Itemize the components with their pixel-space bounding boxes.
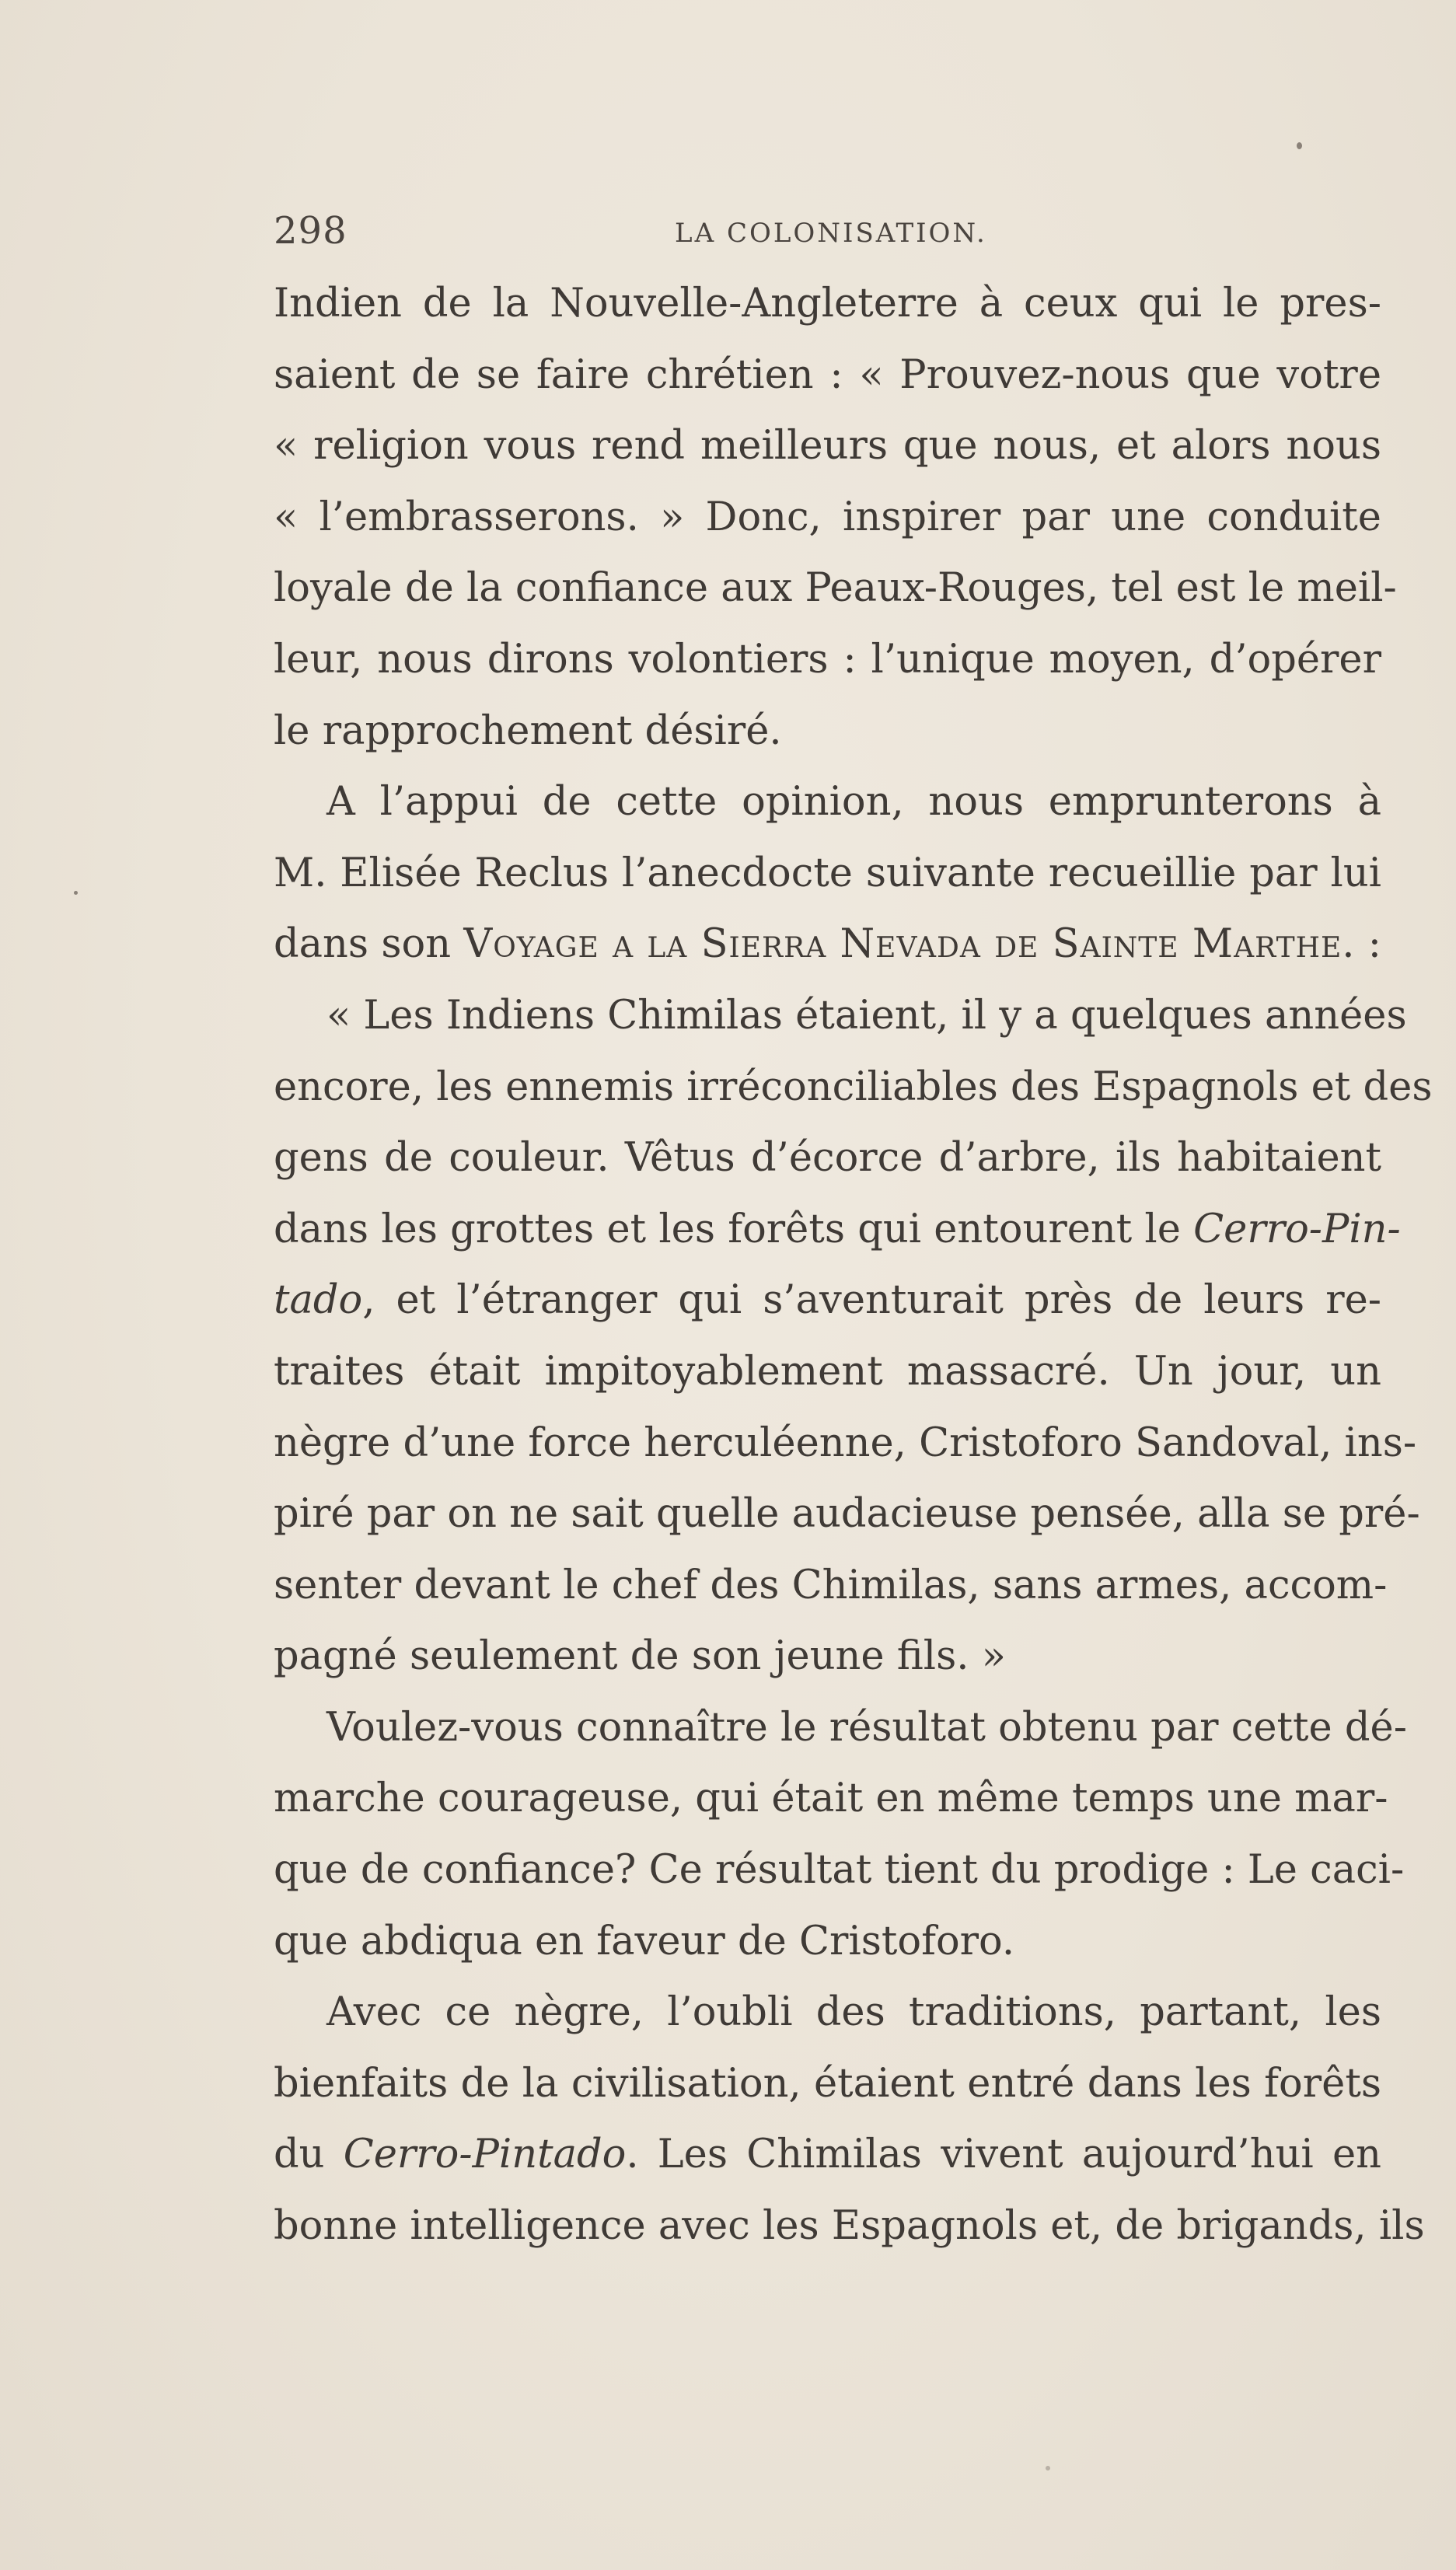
- running-title: LA COLONISATION.: [675, 218, 987, 249]
- body-text: [274, 268, 1433, 2262]
- paragraph-start-line: « Les Indiens Chimilas étaient, il y a quelques années: [326, 992, 1407, 1039]
- page-number: 298: [274, 209, 347, 253]
- text-line: pagné seulement de son jeune fils. »: [274, 1633, 1006, 1680]
- italic-place-name: tado: [274, 1277, 363, 1324]
- paper-speck: [1046, 2466, 1050, 2470]
- text-line: piré par on ne sait quelle audacieuse pensée, alla se pré-: [274, 1491, 1420, 1538]
- text-line: « l’embrasserons. » Donc, inspirer par une conduite: [274, 494, 1381, 540]
- text-line: senter devant le chef des Chimilas, sans armes, accom-: [274, 1562, 1388, 1608]
- text-line: « religion vous rend meilleurs que nous, et alors nous: [274, 423, 1381, 470]
- paragraph-start-line: Voulez-vous connaître le résultat obtenu par cette dé-: [326, 1704, 1407, 1751]
- text-line: bonne intelligence avec les Espagnols et, de brigands, ils: [274, 2203, 1425, 2250]
- text-line: que abdiqua en faveur de Cristoforo.: [274, 1918, 1015, 1964]
- text-run: dans les grottes et les forêts qui entourent le: [274, 1206, 1194, 1252]
- text-line: [274, 1265, 1381, 1336]
- text-line: saient de se faire chrétien : « Prouvez-nous que votre: [274, 351, 1381, 398]
- italic-place-name: Cerro-Pin-: [1193, 1206, 1401, 1252]
- paper-speck: [1297, 142, 1302, 149]
- text-line: que de confiance? Ce résultat tient du prodige : Le caci-: [274, 1847, 1405, 1894]
- text-run: du: [274, 2132, 344, 2178]
- paragraph-start-line: A l’appui de cette opinion, nous emprunterons à: [326, 779, 1381, 826]
- paragraph-start-line: Avec ce nègre, l’oubli des traditions, partant, les: [326, 1989, 1381, 2036]
- text-line: Indien de la Nouvelle-Angleterre à ceux qui le pres-: [274, 281, 1381, 326]
- text-line: le rapprochement désiré.: [274, 707, 782, 754]
- text-run: dans son: [274, 921, 464, 968]
- book-title-small-caps: Voyage a la Sierra Nevada de Sainte Marthe.: [463, 921, 1356, 968]
- text-run: :: [1355, 921, 1381, 968]
- text-line: loyale de la confiance aux Peaux-Rouges, tel est le meil-: [274, 565, 1397, 612]
- paper-speck: [74, 891, 78, 895]
- text-line: M. Elisée Reclus l’anecdocte suivante recueillie par lui: [274, 850, 1381, 896]
- text-line: gens de couleur. Vêtus d’écorce d’arbre, ils habitaient: [274, 1135, 1381, 1182]
- text-line: [274, 2119, 1381, 2191]
- text-run: , et l’étranger qui s’aventurait près de leurs re-: [362, 1277, 1381, 1324]
- text-run: . Les Chimilas vivent aujourd’hui en: [626, 2132, 1381, 2178]
- text-line: leur, nous dirons volontiers : l’unique moyen, d’opérer: [274, 636, 1381, 683]
- text-line: bienfaits de la civilisation, étaient entré dans les forêts: [274, 2060, 1381, 2107]
- text-line: traites était impitoyablement massacré. Un jour, un: [274, 1348, 1381, 1395]
- text-line: marche courageuse, qui était en même temps une mar-: [274, 1776, 1388, 1822]
- text-line-with-title: [274, 909, 1381, 980]
- text-line: [274, 1194, 1401, 1266]
- text-line: nègre d’une force herculéenne, Cristoforo Sandoval, ins-: [274, 1419, 1417, 1466]
- italic-place-name: Cerro-Pintado: [343, 2132, 627, 2178]
- text-line: encore, les ennemis irréconciliables des Espagnols et des: [274, 1063, 1433, 1110]
- running-head: [274, 204, 1377, 258]
